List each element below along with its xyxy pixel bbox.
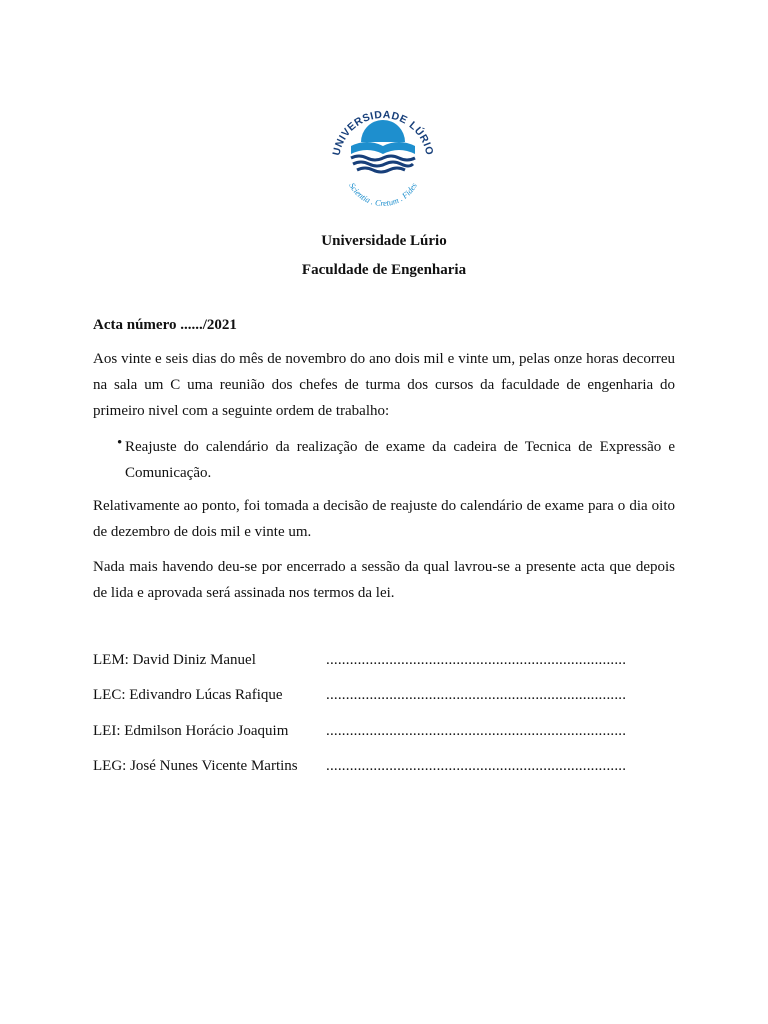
closing-paragraph: Nada mais havendo deu-se por encerrado a sessão da qual lavrou-se a presente acta que depois de lida e aprovada será assinada nos termos da lei. (93, 559, 675, 601)
signature-row (93, 687, 675, 707)
university-seal-icon (305, 88, 461, 222)
book-right-page (383, 142, 415, 154)
faculty-name: Faculdade de Engenharia (301, 262, 467, 278)
wave-line (353, 162, 413, 166)
signatory-name: LEM: David Diniz Manuel (93, 652, 256, 668)
signature-row (93, 758, 675, 778)
book-left-page (351, 142, 383, 154)
decision-paragraph: Relativamente ao ponto, foi tomada a decisão de reajuste do calendário de exame para o dia oito de dezembro de dois mil e vinte um. (93, 498, 675, 540)
acta-title: Acta número ....../2021 (93, 317, 237, 333)
university-logo (305, 88, 461, 222)
signature-row (93, 723, 675, 743)
signature-line: ............................................................................ (326, 758, 627, 774)
intro-paragraph: Aos vinte e seis dias do mês de novembro do ano dois mil e vinte um, pelas onze horas decorreu na sala um C uma reunião dos chefes de turma dos cursos da faculdade de engenharia do primeiro nivel com a seguinte ordem de trabalho: (93, 351, 675, 419)
logo-arc-text: UNIVERSIDADE LÚRIO (330, 108, 436, 157)
logo-motto: Scientia . Cretum . Fides (347, 180, 419, 209)
wave-line (351, 156, 415, 160)
signature-line: ............................................................................ (326, 687, 627, 703)
university-name: Universidade Lúrio (321, 233, 447, 249)
signatory-name: LEC: Edivandro Lúcas Rafique (93, 687, 283, 703)
signatory-name: LEG: José Nunes Vicente Martins (93, 758, 298, 774)
signature-line: ............................................................................ (326, 723, 627, 739)
signature-row (93, 652, 675, 672)
signatory-name: LEI: Edmilson Horácio Joaquim (93, 723, 289, 739)
agenda-item-text: Reajuste do calendário da realização de exame da cadeira de Tecnica de Expressão e Comunicação. (125, 439, 675, 481)
bullet-icon: • (117, 435, 123, 451)
wave-line (357, 168, 405, 172)
signature-line: ............................................................................ (326, 652, 627, 668)
